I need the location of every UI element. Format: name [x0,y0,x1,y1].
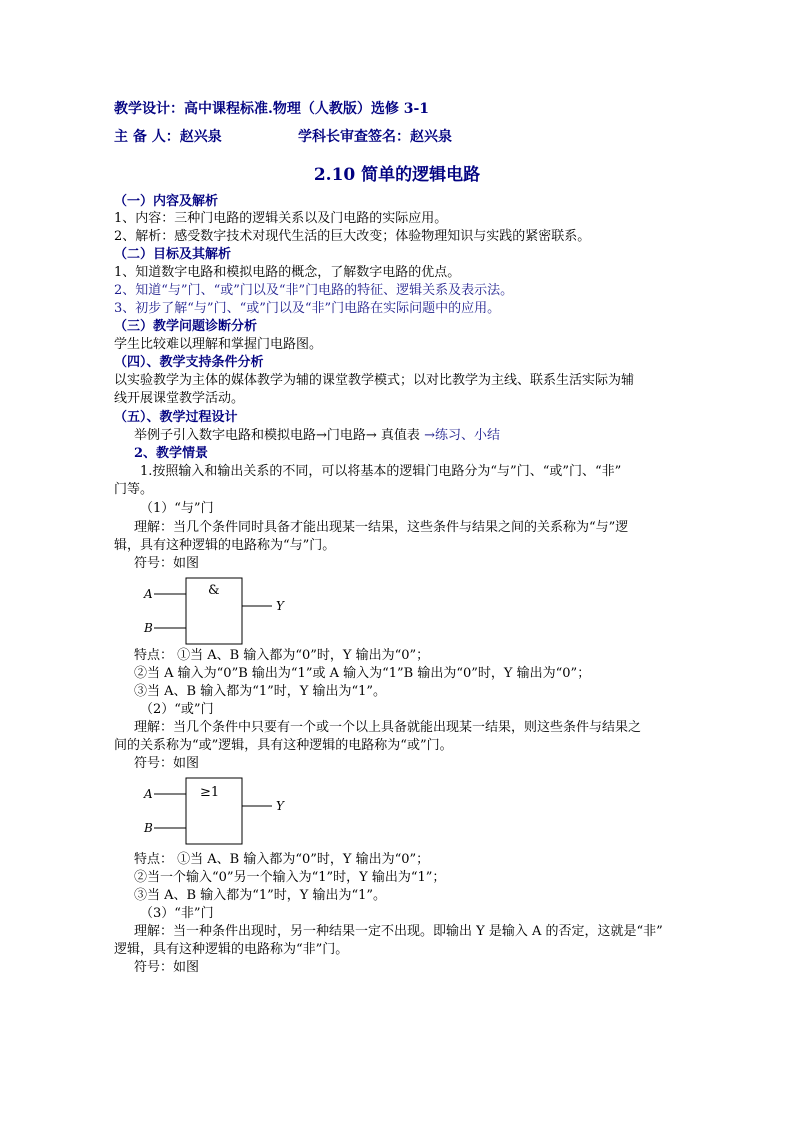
section-heading-4: （四）、教学支持条件分析 [114,355,264,370]
and-gate-feature-2: ②当 A 输入为“0”B 输出为“1”或 A 输入为“1”B 输出为“0”时，Y 输出为“0”； [134,666,591,681]
or-gate-diagram [140,774,310,854]
and-gate-symbol-label: 符号：如图 [134,556,200,571]
or-gate-feature-2: ②当一个输入“0”另一个输入为“1”时，Y 输出为“1”； [134,870,446,885]
section-heading-2: （二）目标及其解析 [114,247,232,262]
and-gate-input-a: A [144,587,153,601]
or-gate-feature-3: ③当 A、B 输入都为“1”时，Y 输出为“1”。 [134,888,387,903]
section-2-item-2: 2、知道“与”门、“或”门以及“非”门电路的特征、逻辑关系及表示法。 [114,283,514,298]
or-gate-def-2: 间的关系称为“或”逻辑，具有这种逻辑的电路称为“或”门。 [114,738,453,753]
section-heading-3: （三）教学问题诊断分析 [114,319,258,334]
not-gate-symbol-label: 符号：如图 [134,960,200,975]
not-gate-def-2: 逻辑，具有这种逻辑的电路称为“非”门。 [114,942,349,957]
section-3-text: 学生比较难以理解和掌握门电路图。 [114,337,323,352]
or-gate-input-b: B [144,821,153,835]
intro-line-1: 1.按照输入和输出关系的不同，可以将基本的逻辑门电路分为“与”门、“或”门、“非” [140,464,622,479]
and-gate-label: （1）“与”门 [140,501,214,516]
and-gate-symbol: & [208,583,220,598]
page-title: 2.10 简单的逻辑电路 [313,165,481,185]
or-gate-label: （2）“或”门 [140,702,214,717]
section-1-item-1: 1、内容：三种门电路的逻辑关系以及门电路的实际应用。 [114,211,448,226]
section-2-item-1: 1、知道数字电路和模拟电路的概念，了解数字电路的优点。 [114,265,461,280]
and-gate-feature-1: 特点： ①当 A、B 输入都为“0”时，Y 输出为“0”； [134,648,430,663]
not-gate-def-1: 理解：当一种条件出现时，另一种结果一定不出现。即输出 Y 是输入 A 的否定，这就是“非” [134,924,663,939]
or-gate-symbol-label: 符号：如图 [134,756,200,771]
or-gate-symbol: ≥1 [200,785,220,800]
section-4-line-1: 以实验教学为主体的媒体教学为辅的课堂教学模式；以对比教学为主线、联系生活实际为辅 [114,373,635,388]
section-2-item-3: 3、初步了解“与”门、“或”门以及“非”门电路在实际问题中的应用。 [114,301,501,316]
process-flow-main: 举例子引入数字电路和模拟电路→门电路→ 真值表 [134,428,420,443]
or-gate-input-a: A [144,787,153,801]
and-gate-output: Y [276,599,284,613]
section-4-line-2: 线开展课堂教学活动。 [114,391,245,406]
or-gate-def-1: 理解：当几个条件中只要有一个或一个以上具备就能出现某一结果，则这些条件与结果之 [134,720,642,735]
process-flow [134,427,500,445]
section-1-item-2: 2、解析：感受数字技术对现代生活的巨大改变；体验物理知识与实践的紧密联系。 [114,229,591,244]
and-gate-def-2: 辑，具有这种逻辑的电路称为“与”门。 [114,538,336,553]
preparer: 主 备 人：赵兴泉 [114,129,222,145]
not-gate-label: （3）“非”门 [140,906,214,921]
and-gate-input-b: B [144,621,153,635]
or-gate-output: Y [276,799,284,813]
section-heading-1: （一）内容及解析 [114,194,219,209]
and-gate-feature-3: ③当 A、B 输入都为“1”时，Y 输出为“1”。 [134,684,387,699]
reviewer: 学科长审查签名：赵兴泉 [298,129,452,145]
process-flow-end: →练习、小结 [424,428,500,443]
section-heading-6: 2、教学情景 [134,446,209,461]
course-line: 教学设计：高中课程标准.物理（人教版）选修 3-1 [114,101,430,117]
or-gate-feature-1: 特点： ①当 A、B 输入都为“0”时，Y 输出为“0”； [134,852,430,867]
section-heading-5: （五）、教学过程设计 [114,410,238,425]
intro-line-2: 门等。 [114,482,154,497]
and-gate-def-1: 理解：当几个条件同时具备才能出现某一结果，这些条件与结果之间的关系称为“与”逻 [134,520,629,535]
and-gate-diagram [140,574,310,654]
